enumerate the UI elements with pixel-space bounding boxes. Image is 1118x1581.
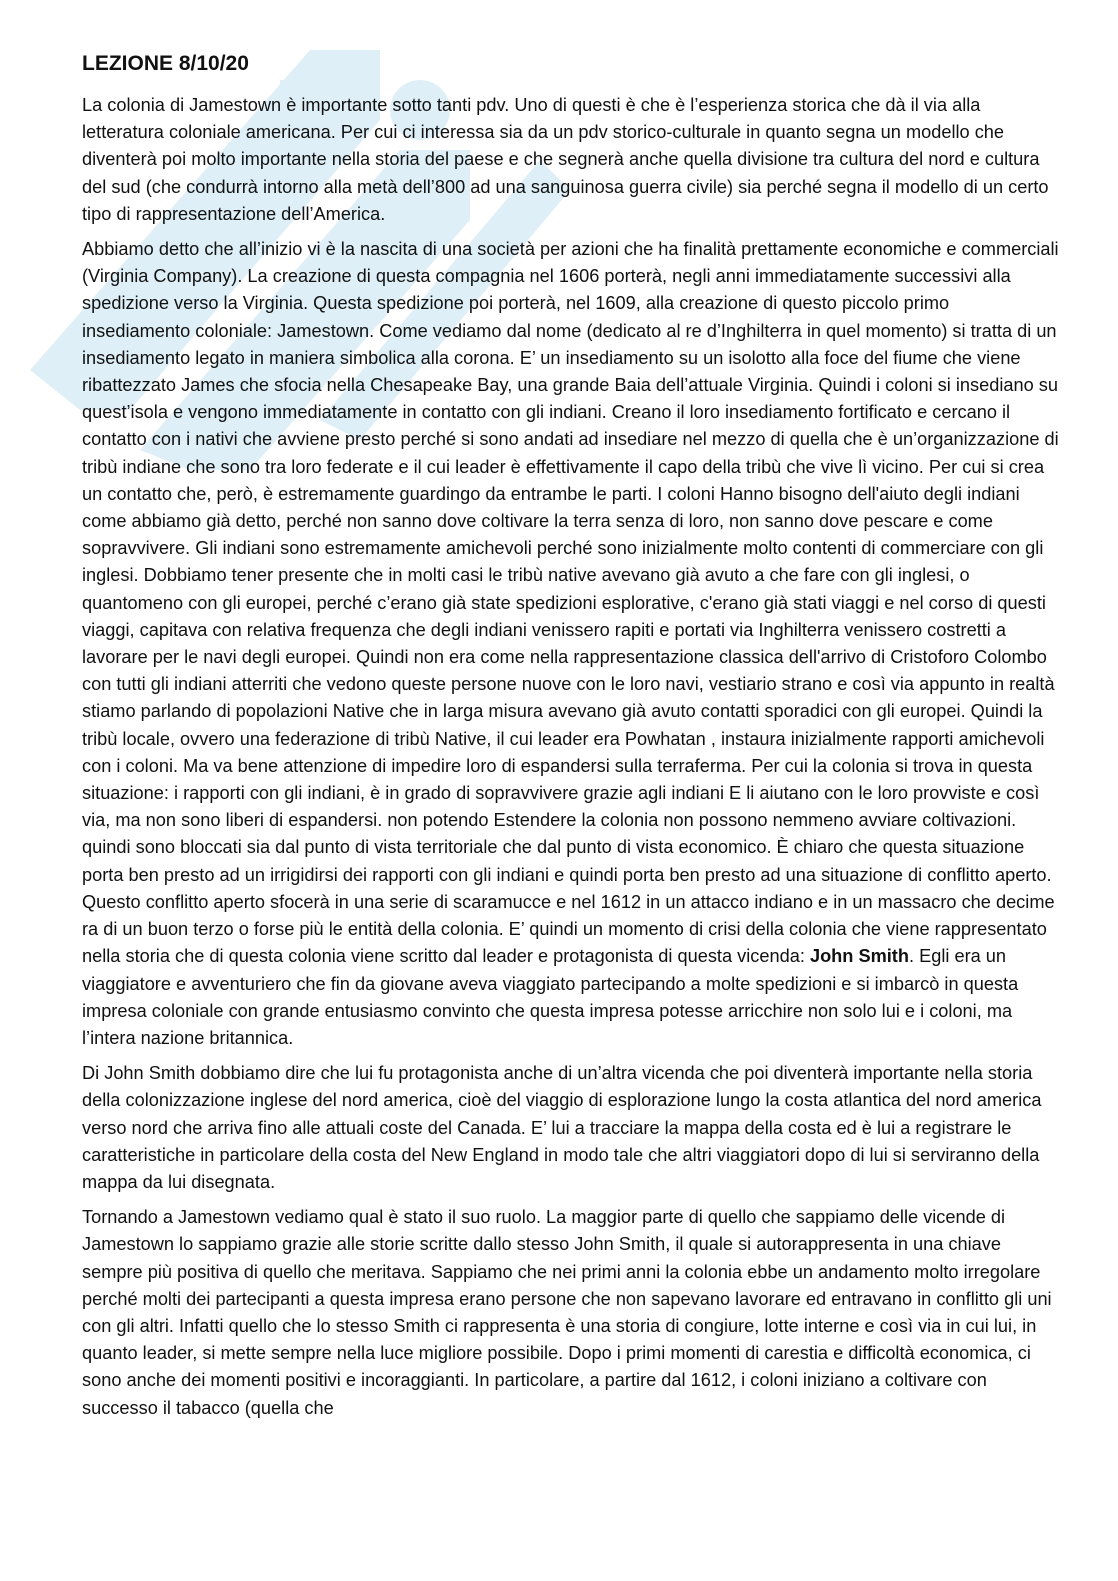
paragraph-3: Di John Smith dobbiamo dire che lui fu protagonista anche di un’altra vicenda che poi diventerà importante nella storia della colonizzazione inglese del nord america, cioè del viaggio di esplorazione lungo la costa atlantica del nord america verso nord che arriva fino alle attuali coste del Canada. E’ lui a tracciare la mappa della costa ed è lui a registrare le caratteristiche in particolare della costa del New England in modo tale che altri viaggiatori dopo di lui si serviranno della mappa da lui disegnata. (82, 1063, 1042, 1192)
paragraph-2-text-a: Abbiamo detto che all’inizio vi è la nascita di una società per azioni che ha finalità prettamente economiche e commerciali (Virginia Company). La creazione di questa compagnia nel 1606 porterà, negli anni immediatamente successivi alla spedizione verso la Virginia. Questa spedizione poi porterà, nel 1609, alla creazione di questo piccolo primo insediamento coloniale: Jamestown. Come vediamo dal nome (dedicato al re d’Inghilterra in quel momento) si tratta di un insediamento legato in maniera simbolica alla corona. E’ un insediamento su un isolotto alla foce del fiume che viene ribattezzato James che sfocia nella Chesapeake Bay, una grande Baia dell’attuale Virginia. Quindi i coloni si insediano su quest’isola e vengono immediatamente in contatto con gli indiani. Creano il loro insediamento fortificato e cercano il contatto con i nativi che avviene presto perché si sono andati ad insediare nel mezzo di quella che è un’organizzazione di tribù indiane che sono tra loro federate e il cui leader è effettivamente il capo della tribù che vive lì vicino. Per cui si crea un contatto che, però, è estremamente guardingo da entrambe le parti. I coloni Hanno bisogno dell'aiuto degli indiani come abbiamo già detto, perché non sanno dove coltivare la terra senza di loro, non sanno dove pescare e come sopravvivere. Gli indiani sono estremamente amichevoli perché sono inizialmente molto contenti di commerciare con gli inglesi. Dobbiamo tener presente che in molti casi le tribù native avevano già avuto a che fare con gli inglesi, o quantomeno con gli europei, perché c’erano già state spedizioni esplorative, c'erano già stati viaggi e nel corso di questi viaggi, capitava con relativa frequenza che degli indiani venissero rapiti e portati via Inghilterra venissero costretti a lavorare per le navi degli europei. Quindi non era come nella rappresentazione classica dell'arrivo di Cristoforo Colombo con tutti gli indiani atterriti che vedono queste persone nuove con le loro navi, vestiario strano e così via appunto in realtà stiamo parlando di popolazioni Native che in larga misura avevano già avuto contatti sporadici con gli europei. Quindi la tribù locale, ovvero una federazione di tribù Native, il cui leader era Powhatan , instaura inizialmente rapporti amichevoli con i coloni. Ma va bene attenzione di impedire loro di espandersi sulla terraferma. Per cui la colonia si trova in questa situazione: i rapporti con gli indiani, è in grado di sopravvivere grazie agli indiani E li aiutano con le loro provviste e così via, ma non sono liberi di espandersi. non potendo Estendere la colonia non possono nemmeno avviare coltivazioni. quindi sono bloccati sia dal punto di vista territoriale che dal punto di vista economico. È chiaro che questa situazione porta ben presto ad un irrigidirsi dei rapporti con gli indiani e quindi porta ben presto ad una situazione di conflitto aperto. Questo conflitto aperto sfocerà in una serie di scaramucce e nel 1612 in un attacco indiano e in un massacro che decime ra di un buon terzo o forse più le entità della colonia. E’ quindi un momento di crisi della colonia che viene rappresentato nella storia che di questa colonia viene scritto dal leader e protagonista di questa vicenda: (82, 239, 1059, 967)
paragraph-1: La colonia di Jamestown è importante sotto tanti pdv. Uno di questi è che è l’esperienza storica che dà il via alla letteratura coloniale americana. Per cui ci interessa sia da un pdv storico-culturale in quanto segna un modello che diventerà poi molto importante nella storia del paese e che segnerà anche quella divisione tra cultura del nord e cultura del sud (che condurrà intorno alla metà dell’800 ad una sanguinosa guerra civile) sia perché segna il modello di un certo tipo di rappresentazione dell’America. (82, 95, 1049, 224)
lesson-title: LEZIONE 8/10/20 (82, 52, 249, 75)
paragraph-4: Tornando a Jamestown vediamo qual è stato il suo ruolo. La maggior parte di quello che sappiamo delle vicende di Jamestown lo sappiamo grazie alle storie scritte dallo stesso John Smith, il quale si autorappresenta in una chiave sempre più positiva di quello che meritava. Sappiamo che nei primi anni la colonia ebbe un andamento molto irregolare perché molti dei partecipanti a questa impresa erano persone che non sapevano lavorare ed entravano in conflitto gli uni con gli altri. Infatti quello che lo stesso Smith ci rappresenta è una storia di congiure, lotte interne e così via in cui lui, in quanto leader, si mette sempre nella luce migliore possibile. Dopo i primi momenti di carestia e difficoltà economica, ci sono anche dei momenti positivi e incoraggianti. In particolare, a partire dal 1612, i coloni iniziano a coltivare con successo il tabacco (quella che (82, 1207, 1052, 1418)
bold-name-john-smith: John Smith (809, 946, 909, 967)
document-content (82, 50, 1062, 1430)
paragraph-2-text-b: . Egli era un viaggiatore e avventuriero che fin da giovane aveva viaggiato partecipando a molte spedizioni e si imbarcò in questa impresa coloniale con grande entusiasmo convinto che questa impresa potesse arricchire non solo lui e i coloni, ma l’intera nazione britannica. (82, 946, 1019, 1048)
paragraph-2 (82, 236, 1062, 1052)
